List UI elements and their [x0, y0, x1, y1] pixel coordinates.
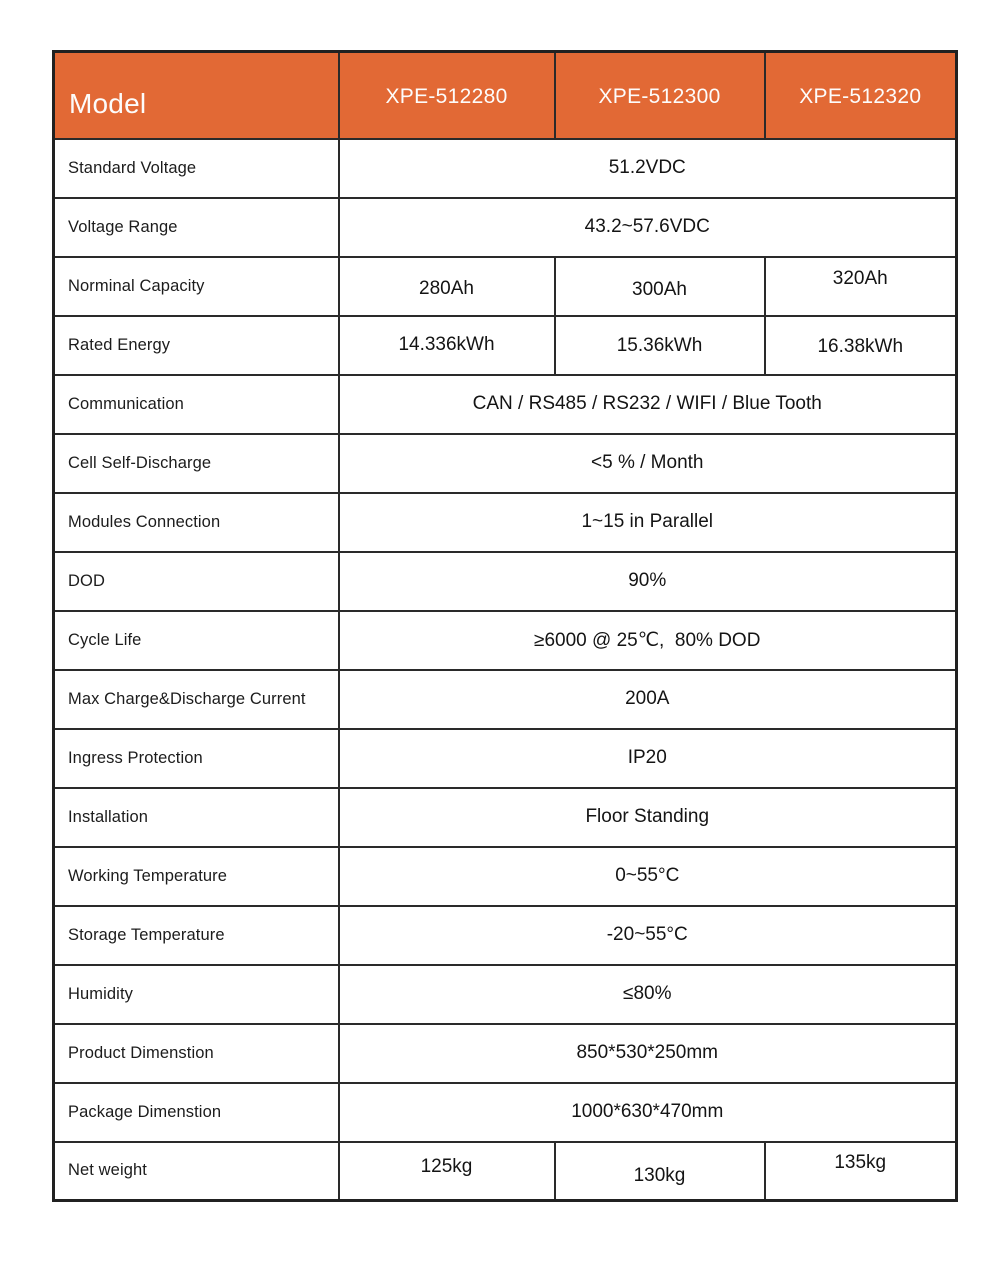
spec-row — [54, 611, 957, 670]
value-cell — [339, 788, 957, 847]
spec-table-header — [54, 52, 957, 139]
spec-row — [54, 729, 957, 788]
model-header-cell — [54, 52, 339, 139]
value-text: ≥6000 @ 25℃, 80% DOD — [534, 629, 761, 651]
value-text: 300Ah — [632, 279, 687, 300]
spec-row — [54, 788, 957, 847]
value-text: 1~15 in Parallel — [581, 511, 713, 532]
row-label: Standard Voltage — [54, 139, 339, 198]
row-label: Norminal Capacity — [54, 257, 339, 316]
spec-row — [54, 906, 957, 965]
row-label: Product Dimenstion — [54, 1024, 339, 1083]
value-cell — [339, 611, 957, 670]
value-cell — [555, 316, 765, 375]
value-cell — [339, 906, 957, 965]
value-text: Floor Standing — [585, 806, 710, 827]
spec-row — [54, 139, 957, 198]
row-label: Ingress Protection — [54, 729, 339, 788]
spec-row — [54, 257, 957, 316]
value-text: 15.36kWh — [616, 335, 703, 356]
value-cell — [555, 1142, 765, 1201]
spec-row — [54, 316, 957, 375]
row-label: Cell Self-Discharge — [54, 434, 339, 493]
value-cell — [339, 434, 957, 493]
value-cell — [339, 493, 957, 552]
spec-row — [54, 1024, 957, 1083]
row-label: Max Charge&Discharge Current — [54, 670, 339, 729]
row-label: Working Temperature — [54, 847, 339, 906]
value-cell — [555, 257, 765, 316]
value-text: -20~55°C — [606, 924, 688, 945]
value-text: <5 % / Month — [591, 452, 704, 473]
model-header-cell-3 — [765, 52, 957, 139]
value-text: 280Ah — [419, 278, 474, 299]
value-text: IP20 — [627, 747, 667, 768]
value-cell — [339, 257, 555, 316]
model-header-label: Model — [69, 88, 147, 120]
model-header-cell-1 — [339, 52, 555, 139]
spec-row — [54, 198, 957, 257]
row-label: Package Dimenstion — [54, 1083, 339, 1142]
model-name-label: XPE-512320 — [799, 85, 922, 109]
value-cell — [765, 1142, 957, 1201]
value-text: 850*530*250mm — [576, 1042, 719, 1063]
value-cell — [339, 1024, 957, 1083]
spec-row — [54, 847, 957, 906]
spec-row — [54, 1142, 957, 1201]
value-text: 43.2~57.6VDC — [584, 216, 710, 237]
row-label: Cycle Life — [54, 611, 339, 670]
row-label: Voltage Range — [54, 198, 339, 257]
row-label: Communication — [54, 375, 339, 434]
value-cell — [339, 729, 957, 788]
model-name-label: XPE-512280 — [385, 85, 508, 109]
spec-row — [54, 670, 957, 729]
value-text: 125kg — [420, 1155, 473, 1177]
value-text: 0~55°C — [615, 865, 680, 886]
spec-row — [54, 434, 957, 493]
row-label: Modules Connection — [54, 493, 339, 552]
spec-row — [54, 493, 957, 552]
value-text: 16.38kWh — [817, 336, 904, 357]
value-text: ≤80% — [623, 983, 672, 1004]
row-label: Rated Energy — [54, 316, 339, 375]
value-cell — [339, 552, 957, 611]
value-text: 51.2VDC — [608, 157, 686, 178]
row-label: Net weight — [54, 1142, 339, 1201]
spec-table-body — [54, 139, 957, 1201]
model-header-cell-2 — [555, 52, 765, 139]
value-text: 1000*630*470mm — [571, 1101, 724, 1122]
row-label: Storage Temperature — [54, 906, 339, 965]
spec-row — [54, 375, 957, 434]
value-cell — [339, 198, 957, 257]
value-cell — [765, 316, 957, 375]
header-row — [54, 52, 957, 139]
row-label: DOD — [54, 552, 339, 611]
value-cell — [339, 1083, 957, 1142]
value-cell — [339, 1142, 555, 1201]
value-text: 135kg — [834, 1151, 887, 1173]
value-text: CAN / RS485 / RS232 / WIFI / Blue Tooth — [472, 393, 822, 414]
value-cell — [765, 257, 957, 316]
product-spec-table — [52, 50, 958, 1202]
value-cell — [339, 670, 957, 729]
row-label: Installation — [54, 788, 339, 847]
spec-row — [54, 1083, 957, 1142]
value-cell — [339, 139, 957, 198]
spec-row — [54, 965, 957, 1024]
row-label: Humidity — [54, 965, 339, 1024]
model-name-label: XPE-512300 — [598, 85, 721, 109]
value-text: 90% — [628, 570, 667, 591]
value-text: 200A — [625, 688, 670, 709]
value-cell — [339, 375, 957, 434]
value-cell — [339, 965, 957, 1024]
value-text: 320Ah — [832, 268, 888, 289]
value-cell — [339, 316, 555, 375]
value-text: 130kg — [633, 1164, 686, 1186]
value-text: 14.336kWh — [398, 334, 495, 355]
value-cell — [339, 847, 957, 906]
spec-row — [54, 552, 957, 611]
